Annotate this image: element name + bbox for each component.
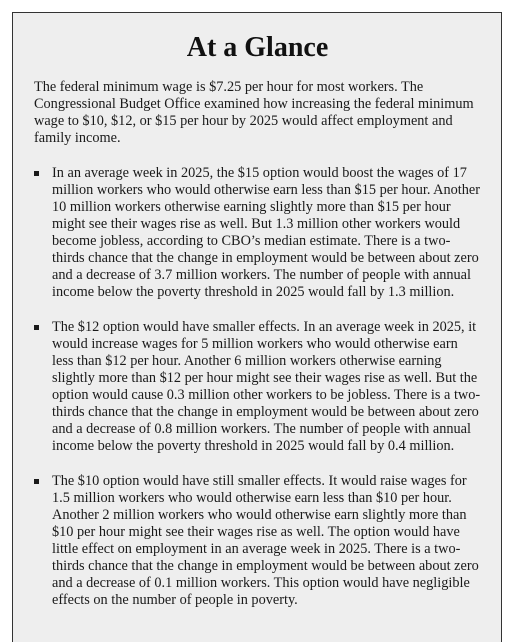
bullet-text: The $10 option would have still smaller effects. It would raise wages for 1.5 million workers who would otherwise earn less than $10 per hour. Another 2 million workers who would otherwise earn slightly more than $10 per hour might see their wages rise as well. The option would have little effect on employment in an average week in 2025. There is a two-thirds chance that the change in employment would be between about zero and a decrease of 0.1 million workers. This option would have negligible effects on the number of people in poverty. <box>52 473 479 608</box>
bullet-text: In an average week in 2025, the $15 option would boost the wages of 17 million workers who would otherwise earn less than $15 per hour. Another 10 million workers otherwise earning slightly more than $15 per hour might see their wages rise as well. But 1.3 million other workers would become jobless, according to CBO’s median estimate. There is a two-thirds chance that the change in employment would be between about zero and a decrease of 3.7 million workers. The number of people with annual income below the poverty threshold in 2025 would fall by 1.3 million. <box>52 165 481 300</box>
square-bullet-icon <box>34 479 39 484</box>
bullet-item-10-option <box>34 473 481 609</box>
bullet-item-12-option <box>34 319 481 455</box>
at-a-glance-box <box>12 12 502 642</box>
box-title: At a Glance <box>186 32 329 63</box>
intro-paragraph: The federal minimum wage is $7.25 per hour for most workers. The Congressional Budget Office examined how increasing the federal minimum wage to $10, $12, or $15 per hour by 2025 would affect employment and family income. <box>34 79 474 146</box>
bullet-item-15-option <box>34 165 481 301</box>
bullet-list <box>34 165 481 609</box>
square-bullet-icon <box>34 171 39 176</box>
square-bullet-icon <box>34 325 39 330</box>
bullet-text: The $12 option would have smaller effects. In an average week in 2025, it would increase wages for 5 million workers who would otherwise earn less than $12 per hour. Another 6 million workers otherwise earning slightly more than $12 per hour might see their wages rise as well. But the option would cause 0.3 million other workers to be jobless. There is a two-thirds chance that the change in employment would be between about zero and a decrease of 0.8 million workers. The number of people with annual income below the poverty threshold in 2025 would fall by 0.4 million. <box>52 319 481 454</box>
